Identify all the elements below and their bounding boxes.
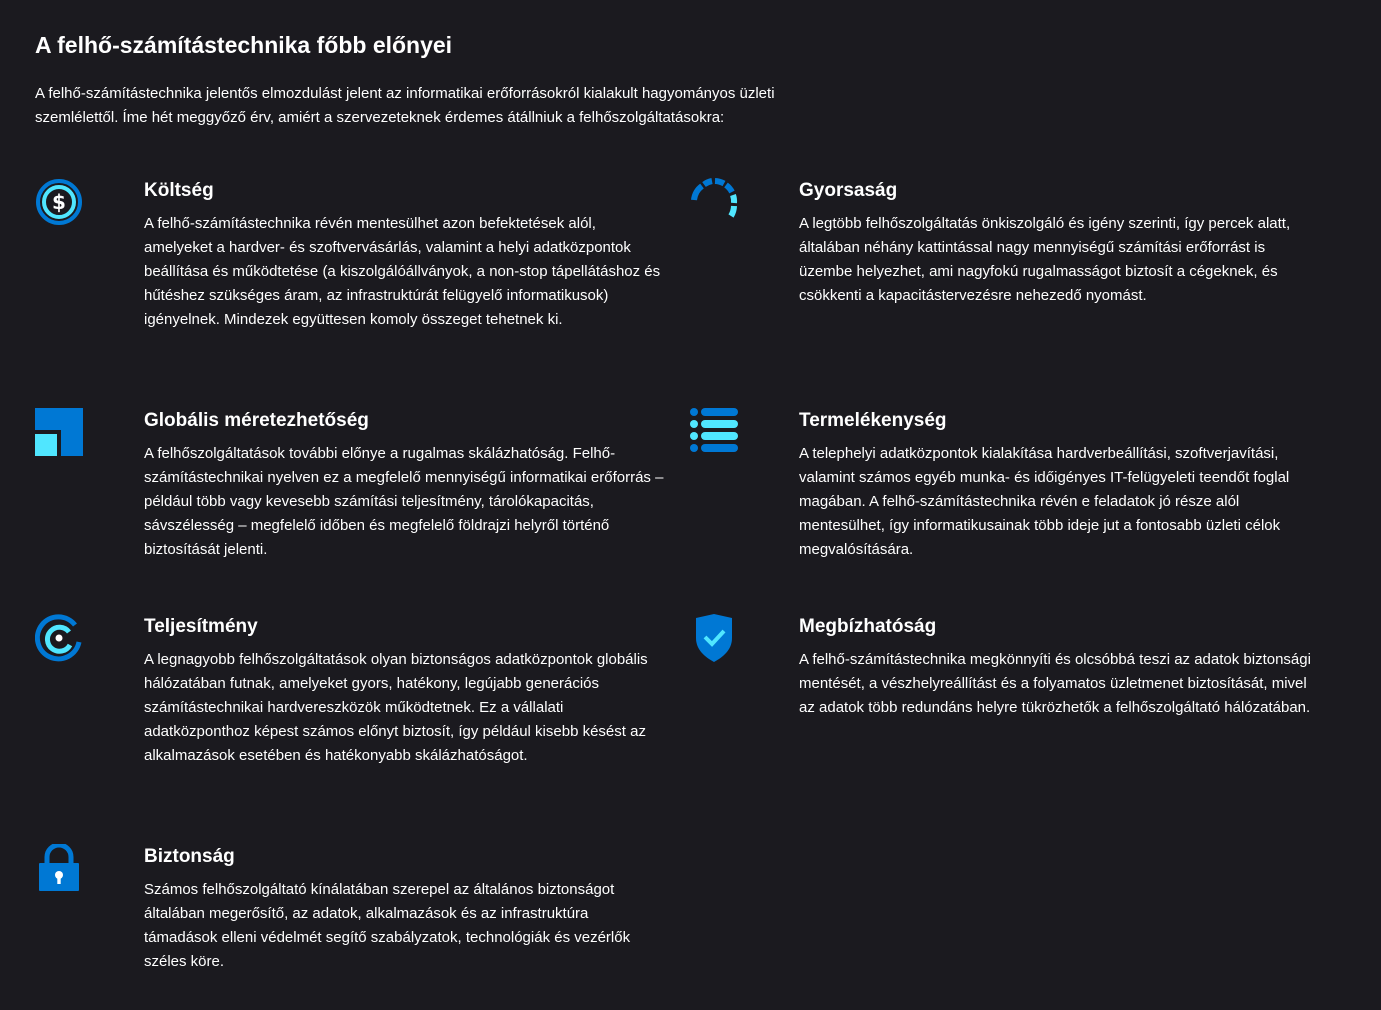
feature-title: Gyorsaság [799,180,898,201]
feature-text: A felhő-számítástechnika megkönnyíti és olcsóbbá teszi az adatok biztonsági mentését, a vészhelyreállítást és a folyamatos üzletmenet biztosítását, mivel az adatok több redundáns helyre tükrözhetők a felhőszolgáltató hálózatában. [799,651,1311,716]
feature-title: Globális méretezhetőség [144,410,369,431]
shield-check-icon [690,614,740,664]
svg-text:$: $ [52,190,66,214]
scale-squares-icon [35,408,85,458]
feature-text: A felhőszolgáltatások további előnye a rugalmas skálázhatóság. Felhő-számítástechnikai nyelven ez a megfelelő mennyiségű informatikai erőforrás – például több vagy kevesebb számítási teljesítmény, tárolókapacitás, sávszélesség – megfelelő időben és megfelelő földrajzi helyről történő biztosítását jelenti. [144,445,664,558]
feature-title: Teljesítmény [144,616,258,637]
feature-text: A legtöbb felhőszolgáltatás önkiszolgáló és igény szerinti, így percek alatt, általában néhány kattintással nagy mennyiségű számítási erőforrást is üzembe helyezhet, ami nagyfokú rugalmasságot biztosít a cégeknek, és csökkenti a kapacitástervezésre nehezedő nyomást. [799,215,1291,304]
performance-rings-icon [35,614,85,664]
feature-text: Számos felhőszolgáltató kínálatában szerepel az általános biztonságot általában megerősítő, az adatok, alkalmazások és az infrastruktúra támadások elleni védelmét segítő szabályzatok, technológiák és vezérlők széles köre. [144,881,631,970]
page-title: A felhő-számítástechnika főbb előnyei [35,32,453,58]
feature-text: A telephelyi adatközpontok kialakítása hardverbeállítási, szoftverjavítási, valamint számos egyéb munka- és időigényes IT-felügyeleti teendőt foglal magában. A felhő-számítástechnika révén e feladatok jó része alól mentesülhet, így informatikusainak több ideje jut a fontosabb üzleti célok megvalósítására. [799,445,1290,558]
dollar-circle-icon [35,178,85,228]
feature-title: Megbízhatóság [799,616,937,637]
feature-text: A felhő-számítástechnika révén mentesülhet azon befektetések alól, amelyeket a hardver- és szoftvervásárlás, valamint a helyi adatközpontok beállítása és működtetése (a kiszolgálóállványok, a non-stop tápellátáshoz és hűtéshez szükséges áram, az infrastruktúrát felügyelő informatikusok) igényelnek. Mindezek együttesen komoly összeget tehetnek ki. [144,215,661,328]
intro-paragraph: A felhő-számítástechnika jelentős elmozdulást jelent az informatikai erőforrásokról kialakult hagyományos üzleti szemlélettől. Íme hét meggyőző érv, amiért a szervezeteknek érdemes átállniuk a felhőszolgáltatásokra: [35,85,775,126]
feature-title: Termelékenység [799,410,947,431]
feature-title: Költség [144,180,214,201]
padlock-icon [35,844,85,894]
feature-text: A legnagyobb felhőszolgáltatások olyan biztonságos adatközpontok globális hálózatában futnak, amelyeket gyors, hatékony, legújabb generációs számítástechnikai hardvereszközök működtetnek. Ez a vállalati adatközponthoz képest számos előnyt biztosít, így például kisebb késést az alkalmazások esetében és hatékonyabb skálázhatóságot. [144,651,648,764]
list-icon [690,408,740,458]
feature-title: Biztonság [144,846,235,867]
speed-gauge-icon [690,178,740,228]
